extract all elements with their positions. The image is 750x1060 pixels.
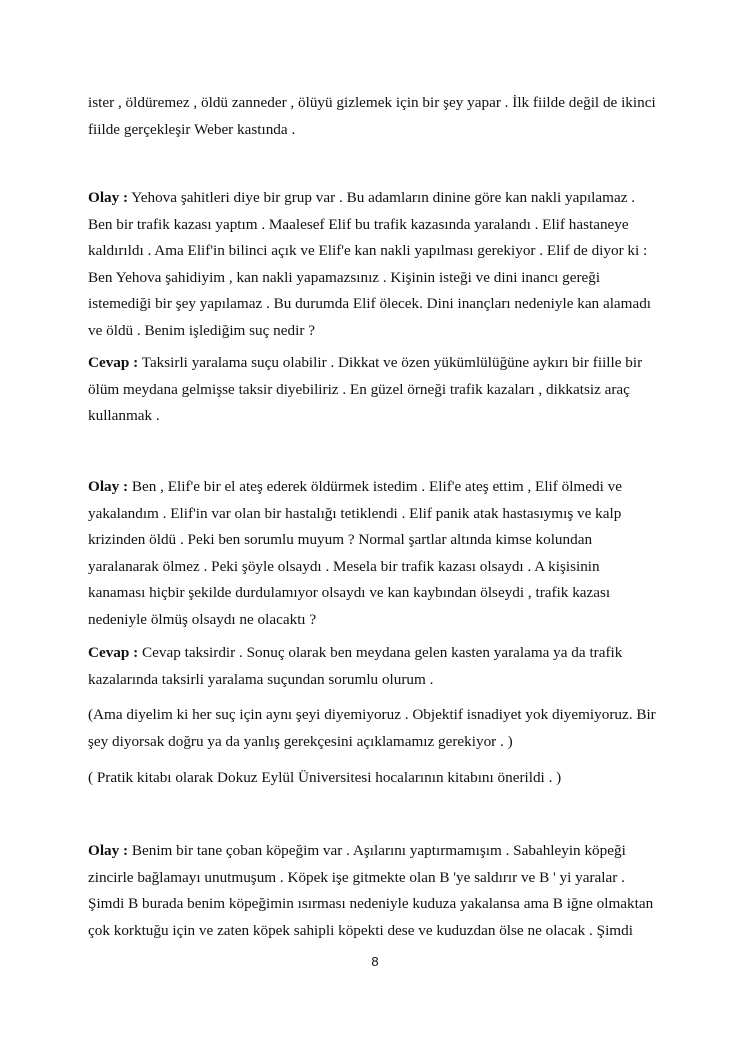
- paragraph-answer-1: [88, 350, 674, 430]
- text-line: çok korktuğu için ve zaten köpek sahipli köpekti dese ve kuduzdan ölse ne olacak . Şimdi: [88, 921, 633, 939]
- paragraph-case-3: [88, 838, 674, 944]
- paragraph-note-1: [88, 702, 674, 755]
- text-line: Taksirli yaralama suçu olabilir . Dikkat ve özen yükümlülüğüne aykırı bir fiille bir: [138, 354, 643, 371]
- case-label: Olay :: [88, 189, 129, 206]
- text-line: fiilde gerçekleşir Weber kastında .: [88, 120, 296, 138]
- text-line: (Ama diyelim ki her suç için aynı şeyi diyemiyoruz . Objektif isnadiyet yok diyemiyoruz. Bir: [88, 706, 656, 723]
- text-line: Benim bir tane çoban köpeğim var . Aşılarını yaptırmamışım . Sabahleyin köpeği: [128, 842, 626, 859]
- case-label: Olay :: [88, 842, 129, 859]
- text-line: ve öldü . Benim işlediğim suç nedir ?: [88, 321, 315, 339]
- text-line: kazalarında taksirli yaralama suçundan sorumlu olurum .: [88, 670, 434, 688]
- text-line: ( Pratik kitabı olarak Dokuz Eylül Üniversitesi hocalarının kitabını önerildi . ): [88, 769, 562, 786]
- answer-label: Cevap :: [88, 644, 139, 661]
- case-label: Olay :: [88, 478, 129, 495]
- text-line: Ben , Elif'e bir el ateş ederek öldürmek istedim . Elif'e ateş ettim , Elif ölmedi ve: [128, 478, 622, 495]
- text-line: kanaması hiçbir şekilde durdulamıyor olsaydı ve kan kaybından ölseydi , trafik kazası: [88, 584, 611, 601]
- paragraph-continuation: [88, 90, 674, 143]
- text-line: ister , öldüremez , öldü zanneder , ölüyü gizlemek için bir şey yapar . İlk fiilde değil de ikinci: [88, 94, 656, 111]
- paragraph-answer-2: [88, 640, 674, 693]
- text-line: nedeniyle ölmüş olsaydı ne olacaktı ?: [88, 610, 317, 628]
- text-line: krizinden öldü . Peki ben sorumlu muyum ? Normal şartlar altında kimse kolundan: [88, 531, 593, 548]
- answer-label: Cevap :: [88, 354, 139, 371]
- text-line: Ben bir trafik kazası yaptım . Maalesef Elif bu trafik kazasında yaralandı . Elif hastaneye: [88, 215, 629, 233]
- paragraph-note-2: [88, 765, 674, 792]
- text-line: zincirle bağlamayı unutmuşum . Köpek işe gitmekte olan B 'ye saldırır ve B ' yi yaralar .: [88, 868, 625, 886]
- text-line: Ben Yehova şahidiyim , kan nakli yapamazsınız . Kişinin isteği ve dini inancı gereği: [88, 268, 601, 286]
- text-line: kaldırıldı . Ama Elif'in bilinci açık ve Elif'e kan nakli yapılması gerekiyor . Elif de diyor ki :: [88, 242, 648, 259]
- text-line: kullanmak .: [88, 407, 160, 424]
- text-line: ölüm meydana gelmişse taksir diyebiliriz . En güzel örneği trafik kazaları , dikkatsiz araç: [88, 380, 630, 398]
- text-line: şey diyorsak doğru ya da yanlış gerekçesini açıklamamız gerekiyor . ): [88, 732, 513, 750]
- text-line: yakalandım . Elif'in var olan bir hastalığı tetiklendi . Elif panik atak hastasıymış ve kalp: [88, 504, 622, 522]
- page-number: 8: [371, 954, 379, 969]
- text-line: yaralanarak ölmez . Peki şöyle olsaydı . Mesela bir trafik kazası olsaydı . A kişisinin: [88, 557, 600, 575]
- paragraph-case-2: [88, 474, 674, 633]
- text-line: istemediği bir şey yapılamaz . Bu durumda Elif ölecek. Dini inançları nedeniyle kan alamadı: [88, 295, 652, 312]
- text-line: Yehova şahitleri diye bir grup var . Bu adamların dinine göre kan nakli yapılamaz .: [128, 189, 636, 206]
- paragraph-case-1: [88, 185, 674, 344]
- text-line: Cevap taksirdir . Sonuç olarak ben meydana gelen kasten yaralama ya da trafik: [138, 644, 623, 661]
- text-line: Şimdi B burada benim köpeğimin ısırması nedeniyle kuduza yakalansa ama B iğne olmaktan: [88, 895, 654, 912]
